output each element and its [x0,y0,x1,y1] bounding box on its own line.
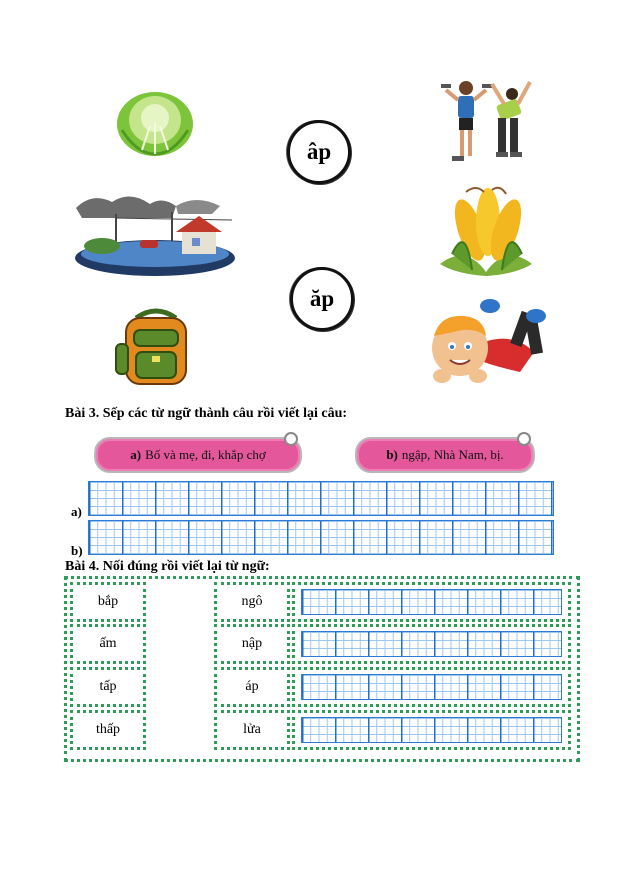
writing-grid-b[interactable] [88,520,554,555]
exercise-3-title: Bài 3. Sếp các từ ngữ thành câu rồi viết lại câu: [65,406,348,421]
left-word-cell[interactable]: thấp [70,710,146,750]
matching-table [64,576,580,762]
writing-grid-a[interactable] [88,481,554,516]
right-word-cell[interactable]: ngô [214,582,290,622]
banner-sentence-a [94,437,302,473]
answer-grid-cell[interactable] [292,582,571,622]
people-exercising-image [438,72,534,168]
exercise-4-title: Bài 4. Nối đúng rồi viết lại từ ngữ: [65,559,270,574]
banner-b-label: b) [386,447,398,462]
corn-image [436,184,536,278]
writing-grid[interactable] [301,631,562,657]
rhyme-circle-ap-breve: ăp [290,267,354,331]
writing-grid[interactable] [301,674,562,700]
rhyme-circle-ap-hat: âp [287,120,351,184]
answer-grid-cell[interactable] [292,667,571,707]
boy-lying-image [424,292,550,402]
right-word-cell[interactable]: áp [214,667,290,707]
right-word-cell[interactable]: lửa [214,710,290,750]
pin-icon [284,432,298,446]
left-word-cell[interactable]: ấm [70,624,146,664]
cabbage-image [112,82,198,160]
right-word-cell[interactable]: nập [214,624,290,664]
banner-a-label: a) [130,447,142,462]
writing-grid[interactable] [301,717,562,743]
banner-b-text: ngập, Nhà Nam, bị. [401,447,504,462]
banner-sentence-b [355,437,535,473]
backpack-image [112,308,200,388]
left-word-cell[interactable]: bắp [70,582,146,622]
row-label-a: a) [71,504,82,519]
answer-grid-cell[interactable] [292,710,571,750]
writing-grid[interactable] [301,589,562,615]
banner-a-text: Bố và mẹ, đi, khắp chợ [145,447,266,462]
answer-grid-cell[interactable] [292,624,571,664]
pin-icon [517,432,531,446]
flooded-house-image [72,192,238,280]
left-word-cell[interactable]: tấp [70,667,146,707]
row-label-b: b) [71,543,83,558]
